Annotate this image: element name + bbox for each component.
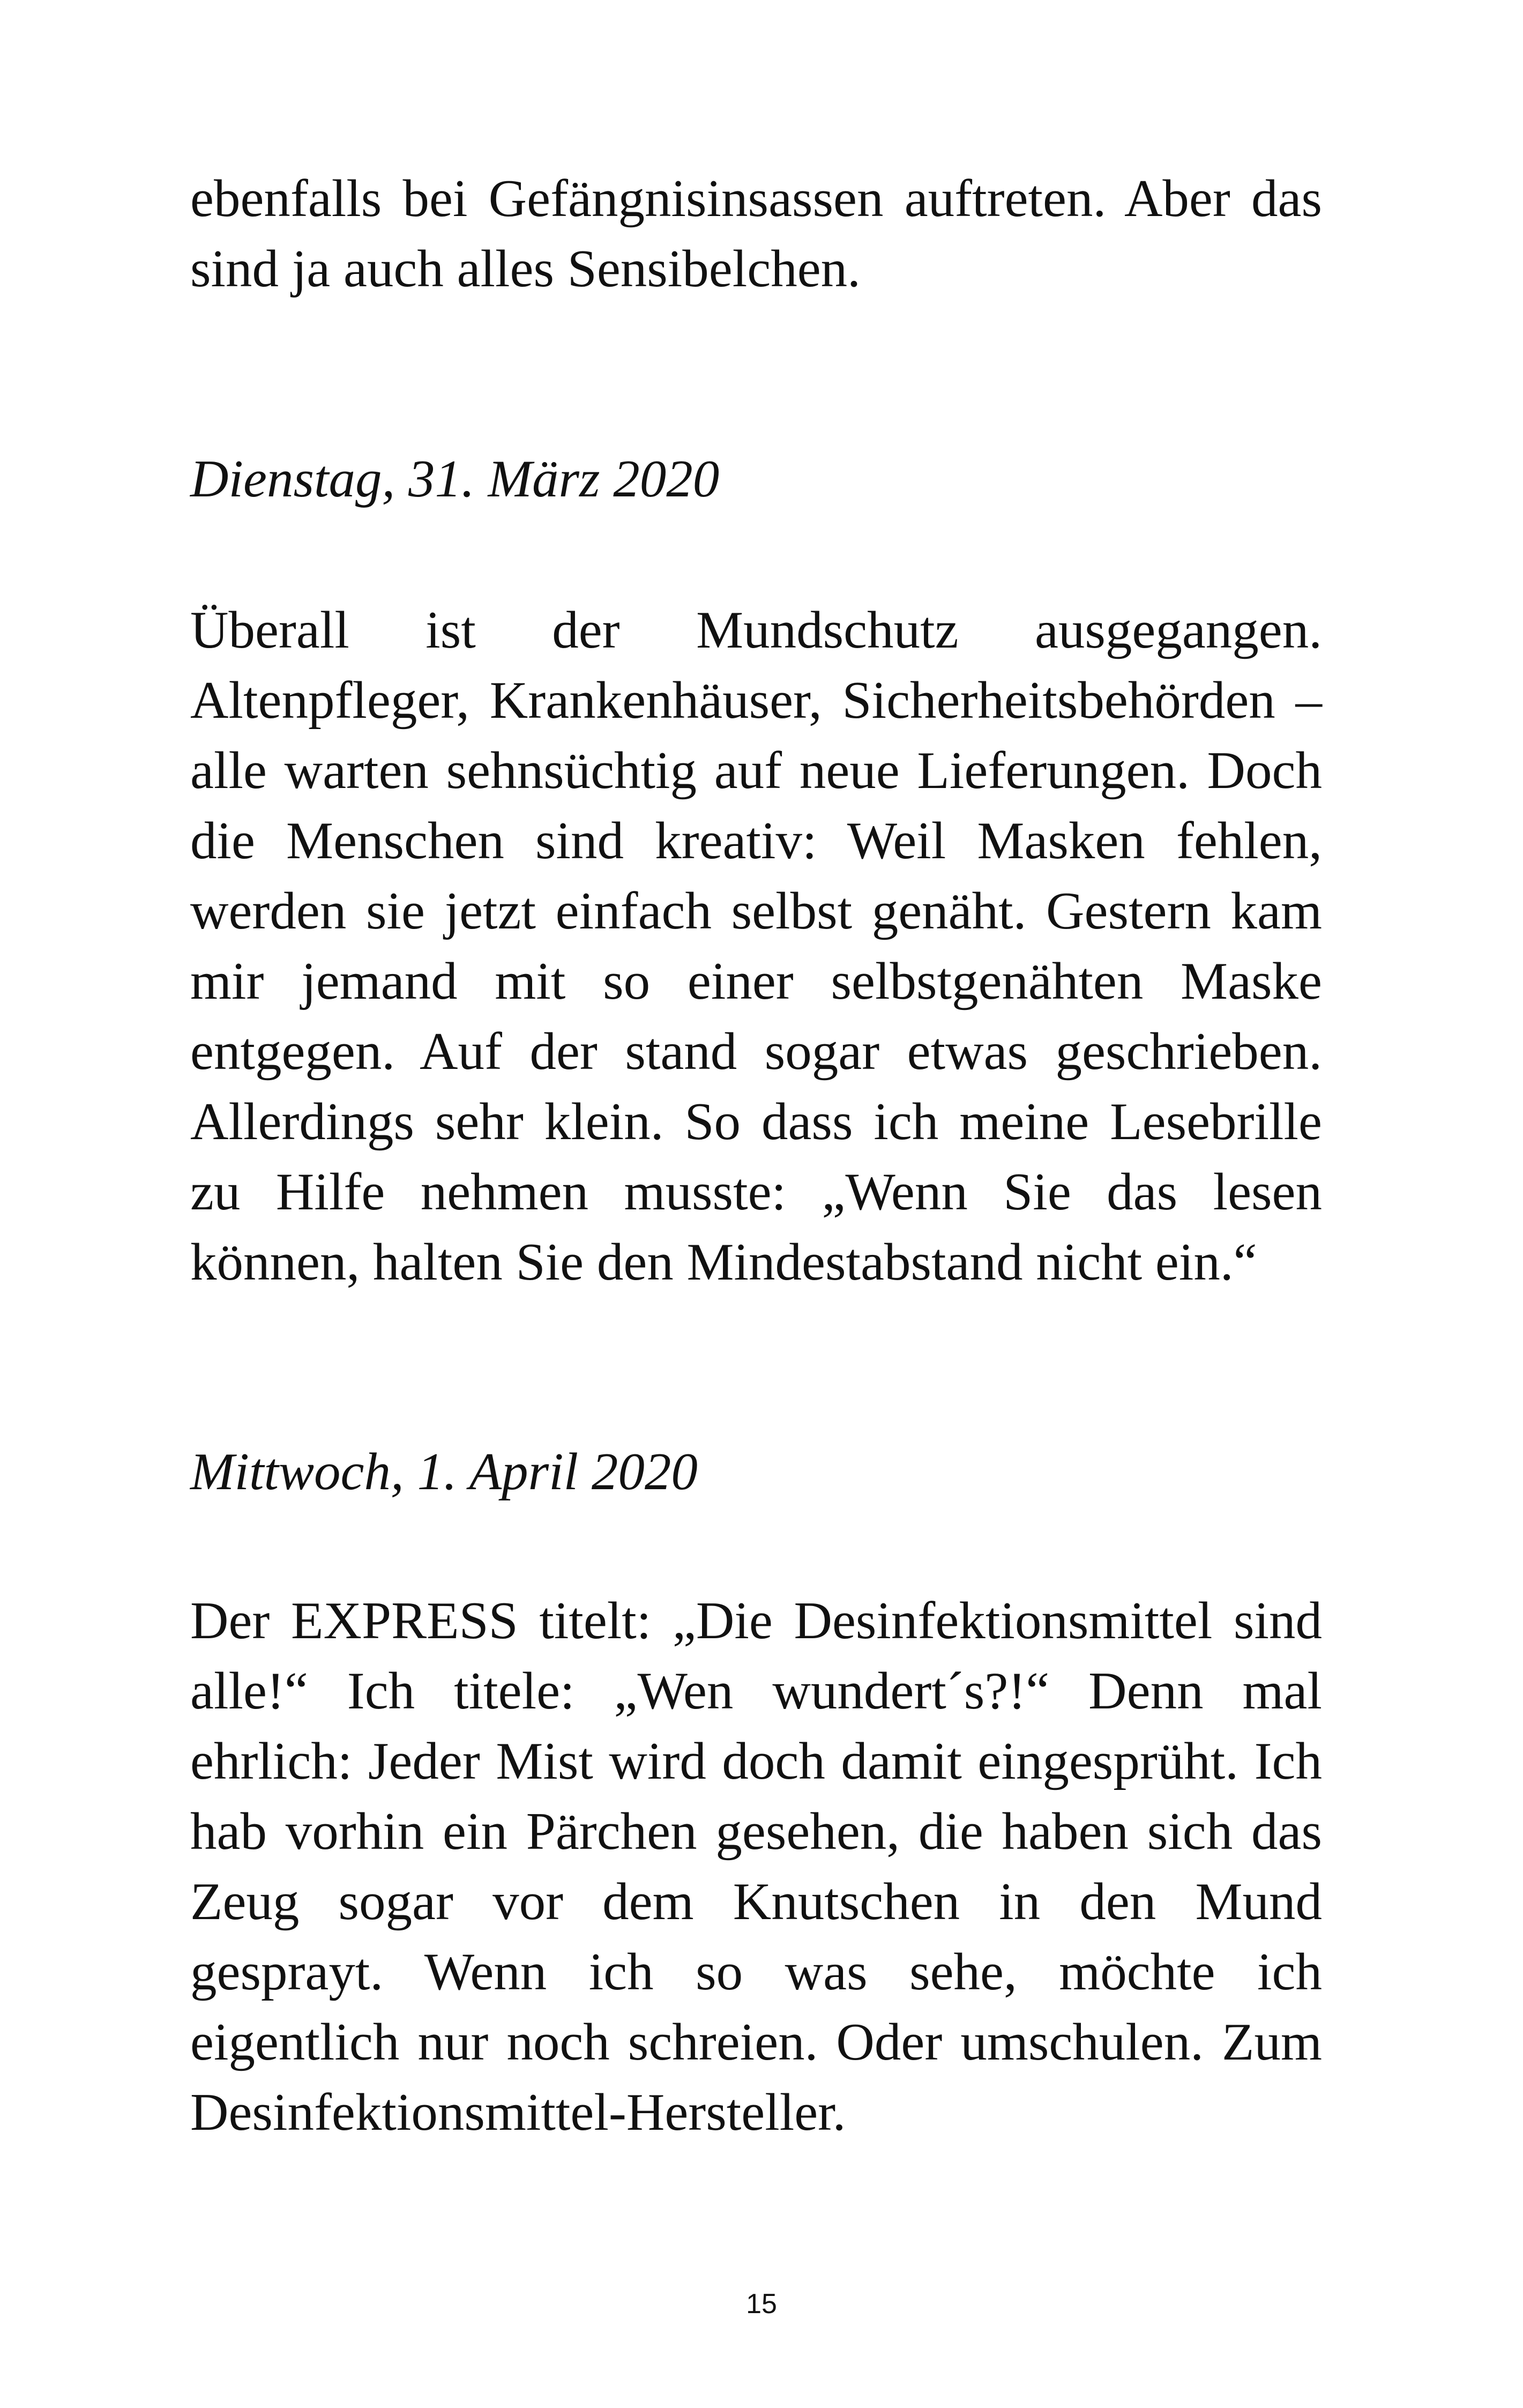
entry-paragraph	[190, 595, 1322, 1297]
paragraph-line: Zeug sogar vor dem Knutschen in den Mund	[190, 1872, 1322, 1931]
paragraph-line: Der EXPRESS titelt: „Die Desinfektionsmittel sind	[190, 1592, 1322, 1650]
entry-date-heading: Dienstag, 31. März 2020	[190, 450, 720, 508]
paragraph-line: alle warten sehnsüchtig auf neue Lieferungen. Doch	[190, 741, 1322, 800]
entry-date-heading: Mittwoch, 1. April 2020	[190, 1443, 698, 1501]
paragraph-line: die Menschen sind kreativ: Weil Masken fehlen,	[190, 812, 1322, 870]
entry-paragraph	[190, 1586, 1322, 2147]
paragraph-line: werden sie jetzt einfach selbst genäht. Gestern kam	[190, 882, 1322, 940]
paragraph-line: Altenpfleger, Krankenhäuser, Sicherheitsbehörden –	[190, 671, 1322, 730]
intro-paragraph	[190, 163, 1322, 304]
page-number: 15	[746, 2288, 777, 2320]
paragraph-line: alle!“ Ich titele: „Wen wundert´s?!“ Denn mal	[190, 1662, 1322, 1720]
paragraph-line: Desinfektionsmittel-Hersteller.	[190, 2083, 846, 2142]
paragraph-line: gesprayt. Wenn ich so was sehe, möchte ich	[190, 1943, 1322, 2001]
paragraph-line: können, halten Sie den Mindestabstand nicht ein.“	[190, 1233, 1257, 1291]
paragraph-line: entgegen. Auf der stand sogar etwas geschrieben.	[190, 1022, 1322, 1081]
paragraph-line: Überall ist der Mundschutz ausgegangen.	[190, 601, 1322, 659]
paragraph-line: Allerdings sehr klein. So dass ich meine Lesebrille	[190, 1092, 1322, 1151]
paragraph-line: hab vorhin ein Pärchen gesehen, die haben sich das	[190, 1802, 1322, 1861]
paragraph-line: eigentlich nur noch schreien. Oder umschulen. Zum	[190, 2013, 1322, 2071]
paragraph-line: sind ja auch alles Sensibelchen.	[190, 240, 861, 298]
paragraph-line: ehrlich: Jeder Mist wird doch damit eingesprüht. Ich	[190, 1732, 1322, 1790]
paragraph-line: zu Hilfe nehmen musste: „Wenn Sie das lesen	[190, 1163, 1322, 1221]
paragraph-line: mir jemand mit so einer selbstgenähten Maske	[190, 952, 1322, 1010]
paragraph-line: ebenfalls bei Gefängnisinsassen auftreten. Aber das	[190, 169, 1322, 228]
